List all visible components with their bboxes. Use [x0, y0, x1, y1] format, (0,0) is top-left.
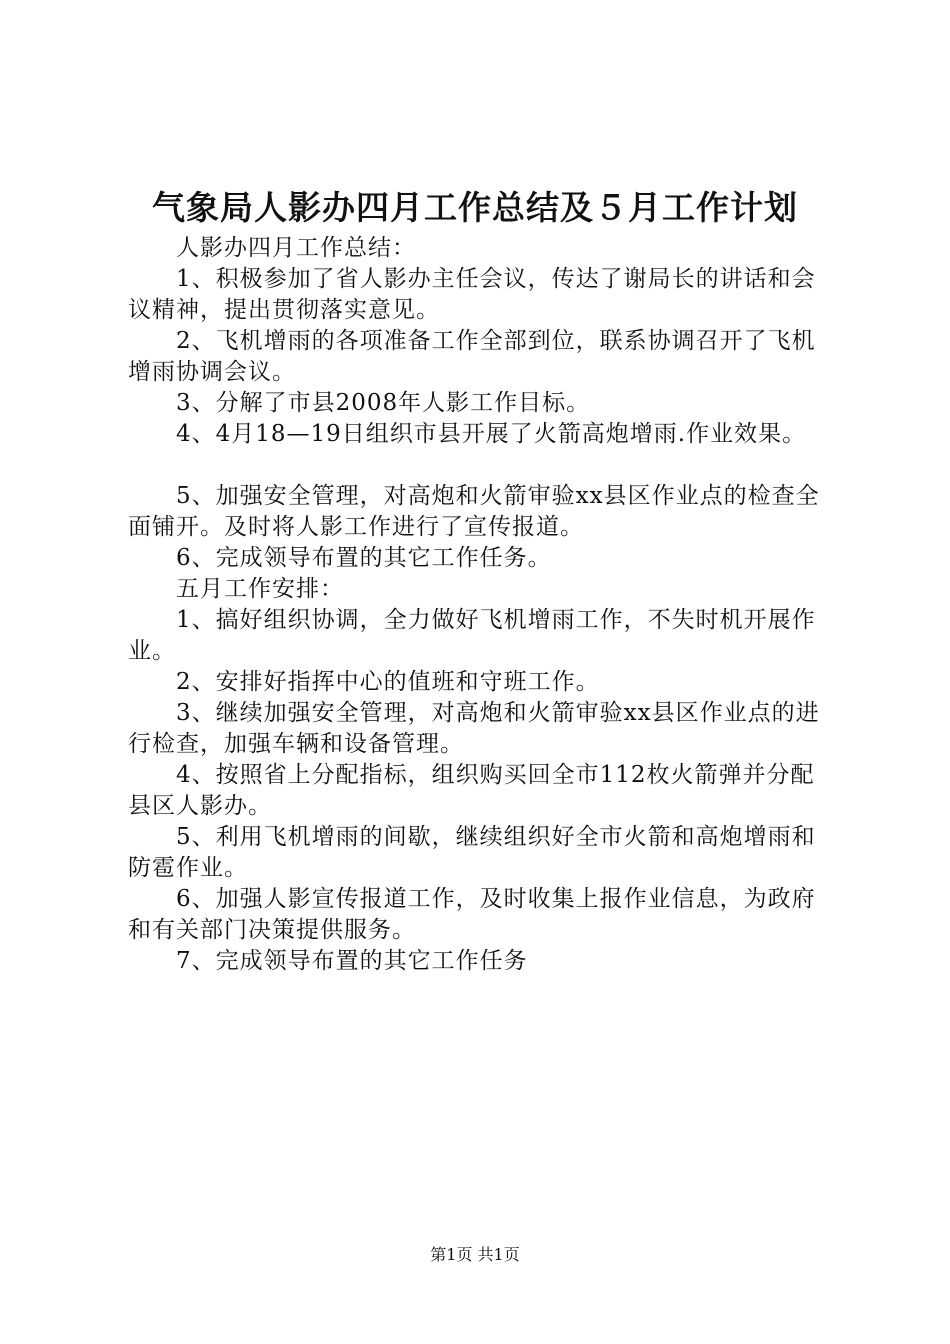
paragraph-april-item-2: 2、飞机增雨的各项准备工作全部到位，联系协调召开了飞机增雨协调会议。 [128, 328, 816, 385]
paragraph-may-item-1: 1、搞好组织协调，全力做好飞机增雨工作，不失时机开展作业。 [128, 607, 816, 664]
paragraph-april-item-4: 4、4月18—19日组织市县开展了火箭高炮增雨.作业效果。 [176, 421, 807, 447]
paragraph-may-item-2: 2、安排好指挥中心的值班和守班工作。 [176, 669, 600, 695]
page-footer: 第1页 共1页 [430, 1245, 520, 1264]
section-heading-may-plan: 五月工作安排： [176, 576, 344, 602]
paragraph-may-item-5: 5、利用飞机增雨的间歇，继续组织好全市火箭和高炮增雨和防雹作业。 [128, 824, 816, 881]
paragraph-may-item-6: 6、加强人影宣传报道工作，及时收集上报作业信息，为政府和有关部门决策提供服务。 [128, 886, 816, 943]
section-heading-april-summary: 人影办四月工作总结： [176, 235, 416, 261]
paragraph-may-item-7: 7、完成领导布置的其它工作任务 [176, 948, 528, 974]
paragraph-april-item-1: 1、积极参加了省人影办主任会议，传达了谢局长的讲话和会议精神，提出贯彻落实意见。 [128, 266, 816, 323]
document-body [128, 233, 838, 977]
paragraph-april-item-6: 6、完成领导布置的其它工作任务。 [176, 545, 552, 571]
paragraph-april-item-3: 3、分解了市县2008年人影工作目标。 [176, 390, 591, 416]
paragraph-april-item-5: 5、加强安全管理，对高炮和火箭审验xx县区作业点的检查全面铺开。及时将人影工作进行了宣传报道。 [128, 483, 820, 540]
paragraph-may-item-4: 4、按照省上分配指标，组织购买回全市112枚火箭弹并分配县区人影办。 [128, 762, 815, 819]
paragraph-may-item-3: 3、继续加强安全管理，对高炮和火箭审验xx县区作业点的进行检查，加强车辆和设备管理。 [128, 700, 820, 757]
document-title: 气象局人影办四月工作总结及５月工作计划 [152, 188, 798, 227]
